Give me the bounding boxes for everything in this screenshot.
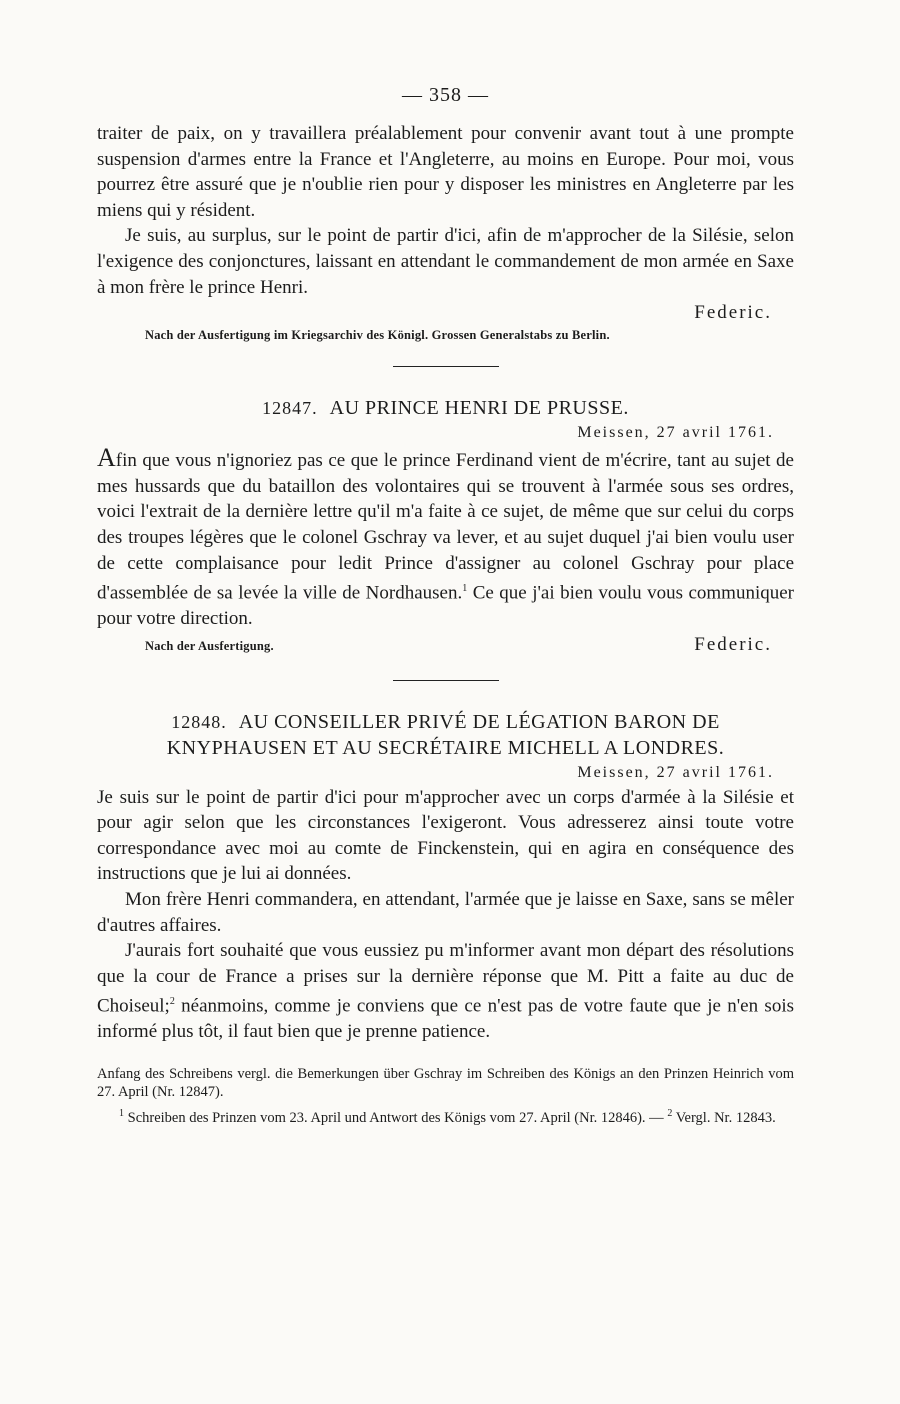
footnote-1-mark: 1 xyxy=(119,1107,124,1119)
letter-12848-title-line-2: KNYPHAUSEN ET AU SECRÉTAIRE MICHELL A LONDRES. xyxy=(166,736,725,759)
letter-12848-body xyxy=(97,785,794,1045)
letter-12848-paragraph-3: J'aurais fort souhaité que vous eussiez pu m'informer avant mon départ des résolutions que la cour de France a prises sur la dernière réponse que M. Pitt a faite au duc de Choiseul;$^2$ néanmoins, comme je conviens que ce n'est pas de votre faute que je n'en sois informé plus tôt, il faut bien que je prenne patience. xyxy=(97,940,795,1043)
letter-12847-body xyxy=(97,445,794,631)
letter-12848-place-date: Meissen, 27 avril 1761. xyxy=(577,763,774,781)
footnote-1-text: Schreiben des Prinzen vom 23. April und Antwort des Königs vom 27. April (Nr. 12846). — xyxy=(127,1109,664,1126)
letter-12847-text-end: Ce que j'ai bien voulu vous communiquer pour votre direction. xyxy=(97,582,794,630)
letter-12848-paragraph-1: Je suis sur le point de partir d'ici pour m'approcher avec un corps d'armée à la Silésie et pour agir selon que les circonstances l'exigeront. Vous adresserez ainsi toute votre correspondance avec moi au comte de Finckenstein, qui en agira en conséquence des instructions que je lui ai données. xyxy=(97,786,794,885)
letter-12848-number: 12848. xyxy=(171,711,227,732)
footnote-1-2 xyxy=(97,1105,794,1127)
letter-12847-footer xyxy=(97,632,794,658)
footnote-ref-1: 1 xyxy=(462,583,468,595)
section-divider xyxy=(393,680,499,681)
intro-paragraph-1: traiter de paix, on y travaillera préalablement pour convenir avant tout à une prompte suspension d'armes entre la France et l'Angleterre, au moins en Europe. Pour moi, vous pourrez être assuré que je n'oublie rien pour y disposer les ministres en Angleterre par les miens qui y résident. xyxy=(97,123,794,221)
footnote-ref-2: 2 xyxy=(169,996,175,1008)
footnotes xyxy=(97,1065,794,1127)
letter-12848-heading xyxy=(97,709,794,761)
letter-12847-heading xyxy=(97,395,794,421)
intro-paragraph-2: Je suis, au surplus, sur le point de partir d'ici, afin de m'approcher de la Silésie, selon l'exigence des conjonctures, laissant en attendant le commandement de mon armée en Saxe à mon frère le prince Henri. xyxy=(97,225,794,298)
letter-12848-paragraph-2: Mon frère Henri commandera, en attendant, l'armée que je laisse en Saxe, sans se mêler d'autres affaires. xyxy=(97,889,794,936)
page-number: — 358 — xyxy=(402,84,489,106)
letter-12847-place-date: Meissen, 27 avril 1761. xyxy=(577,424,774,442)
letter-12847-title: AU PRINCE HENRI DE PRUSSE. xyxy=(329,397,629,420)
section-divider xyxy=(393,366,499,367)
letter-12847-source-note: Nach der Ausfertigung. xyxy=(145,638,274,653)
footnote-2-text: Vergl. Nr. 12843. xyxy=(675,1109,776,1126)
letter-12847-signature: Federic. xyxy=(694,633,772,655)
letter-12847-text: fin que vous n'ignoriez pas ce que le prince Ferdinand vient de m'écrire, tant au sujet de mes hussards que du bataillon des volontaires qui se trouvent à l'armée sous ses ordres, voici l'extrait de la dernière lettre qu'il m'a faite à ce sujet, de même que sur celui du corps des troupes légères que le colonel Gschray va lever, et au sujet duquel j'ai bien voulu user de cette complaisance pour ledit Prince d'assigner au colonel Gschray pour place d'assemblée de sa levée la ville de Nordhausen. xyxy=(97,450,794,604)
intro-source-note: Nach der Ausfertigung im Kriegsarchiv des Königl. Grossen Generalstabs zu Berlin. xyxy=(145,328,610,343)
intro-text xyxy=(97,121,794,300)
footnote-2-mark: 2 xyxy=(667,1107,673,1119)
page xyxy=(97,84,794,1127)
letter-12847-initial: A xyxy=(97,443,116,473)
letter-12847-number: 12847. xyxy=(262,398,318,419)
intro-signature: Federic. xyxy=(694,302,772,324)
letter-12848-title-line-1: AU CONSEILLER PRIVÉ DE LÉGATION BARON DE xyxy=(238,710,720,733)
footnote-intro: Anfang des Schreibens vergl. die Bemerkungen über Gschray im Schreiben des Königs an den Prinzen Heinrich vom 27. April (Nr. 12847). xyxy=(97,1065,794,1100)
